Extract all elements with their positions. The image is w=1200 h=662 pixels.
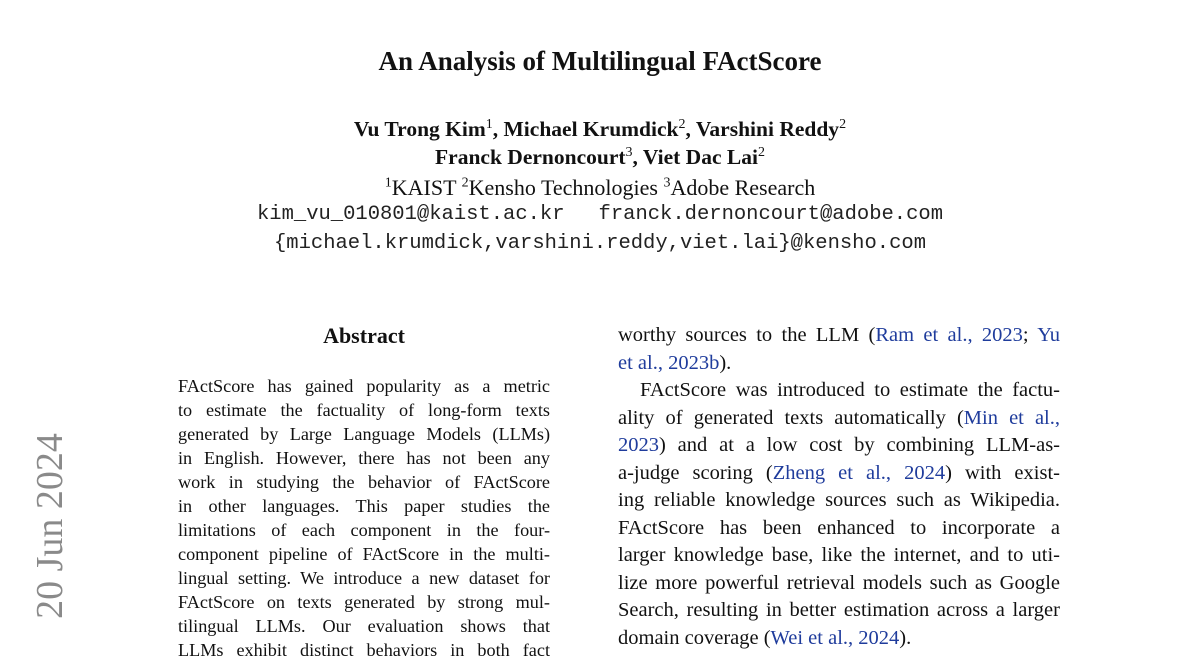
citation-link[interactable]: 2023 bbox=[618, 434, 659, 456]
email-adobe[interactable]: franck.dernoncourt@adobe.com bbox=[598, 203, 944, 226]
affiliation-mark: 2 bbox=[757, 145, 765, 160]
affiliation-number: 2 bbox=[461, 175, 469, 191]
abstract-line: generated by Large Language Models (LLMs) bbox=[178, 424, 550, 444]
author-name: Michael Krumdick bbox=[503, 117, 679, 142]
author-separator: , bbox=[632, 145, 643, 170]
affiliation-number: 3 bbox=[663, 175, 671, 191]
email-line-1 bbox=[0, 203, 1200, 226]
body-line bbox=[618, 625, 1060, 653]
citation-link[interactable]: Wei et al., 2024 bbox=[770, 626, 900, 649]
body-text: FActScore has been enhanced to incorporate a bbox=[618, 516, 1060, 539]
abstract-line: tilingual LLMs. Our evaluation shows that bbox=[178, 616, 550, 636]
abstract-line: in other languages. This paper studies the bbox=[178, 496, 550, 516]
abstract-line: LLMs exhibit distinct behaviors in both fact bbox=[178, 640, 550, 660]
body-line bbox=[618, 542, 1060, 570]
body-text: worthy sources to the LLM ( bbox=[618, 324, 876, 346]
body-line bbox=[618, 487, 1060, 515]
body-text: a-judge scoring ( bbox=[618, 461, 773, 484]
author-name: Varshini Reddy bbox=[695, 117, 840, 142]
citation-link[interactable]: Min et al., bbox=[963, 406, 1060, 429]
citation-link[interactable]: et al., 2023b bbox=[618, 351, 720, 374]
body-text: ). bbox=[899, 626, 912, 649]
body-line bbox=[618, 432, 1060, 460]
body-line bbox=[618, 515, 1060, 543]
arxiv-date-stamp: 20 Jun 2024 bbox=[29, 433, 71, 619]
body-line bbox=[618, 322, 1060, 350]
affiliation-mark: 2 bbox=[839, 117, 847, 132]
abstract-line: in English. However, there has not been any bbox=[178, 448, 550, 468]
author-name: Viet Dac Lai bbox=[642, 145, 758, 170]
abstract-line: work in studying the behavior of FActScore bbox=[178, 472, 550, 492]
body-text: ality of generated texts automatically ( bbox=[618, 406, 964, 429]
author-line-2 bbox=[0, 145, 1200, 170]
affiliation-mark: 3 bbox=[625, 145, 633, 160]
abstract-heading: Abstract bbox=[323, 323, 405, 348]
abstract-line: component pipeline of FActScore in the multi- bbox=[178, 544, 550, 564]
body-text: ) and at a low cost by combining LLM-as- bbox=[659, 434, 1060, 456]
body-line bbox=[618, 405, 1060, 433]
author-name: Franck Dernoncourt bbox=[435, 145, 626, 170]
body-text: ). bbox=[719, 351, 732, 374]
body-text: Search, resulting in better estimation across a larger bbox=[618, 599, 1060, 621]
body-text: ) with exist- bbox=[945, 461, 1060, 484]
author-line-1 bbox=[0, 117, 1200, 142]
author-separator: , bbox=[685, 117, 696, 142]
email-line-2[interactable]: {michael.krumdick,varshini.reddy,viet.lai}@kensho.com bbox=[273, 232, 926, 255]
email-kaist[interactable]: kim_vu_010801@kaist.ac.kr bbox=[256, 203, 565, 226]
citation-link[interactable]: Yu bbox=[1037, 324, 1060, 346]
affiliation-name: Kensho Technologies bbox=[468, 175, 664, 200]
abstract-line: lingual setting. We introduce a new dataset for bbox=[178, 568, 550, 588]
body-text: domain coverage ( bbox=[618, 626, 771, 649]
affiliation-number: 1 bbox=[384, 175, 392, 191]
body-text: FActScore was introduced to estimate the factu- bbox=[640, 379, 1060, 401]
affiliation-mark: 2 bbox=[678, 117, 686, 132]
body-text: ing reliable knowledge sources such as Wikipedia. bbox=[618, 489, 1060, 511]
citation-link[interactable]: Zheng et al., 2024 bbox=[772, 461, 946, 484]
body-line bbox=[618, 570, 1060, 598]
paper-title: An Analysis of Multilingual FActScore bbox=[378, 46, 822, 76]
body-text: lize more powerful retrieval models such as Google bbox=[618, 571, 1060, 594]
body-line bbox=[618, 350, 1060, 378]
body-text: ; bbox=[1022, 324, 1038, 346]
author-name: Vu Trong Kim bbox=[353, 117, 486, 142]
body-line bbox=[618, 597, 1060, 625]
body-line bbox=[618, 377, 1060, 405]
body-text: larger knowledge base, like the internet, and to uti- bbox=[618, 544, 1060, 566]
abstract-line: limitations of each component in the four- bbox=[178, 520, 550, 540]
affiliation-name: KAIST bbox=[391, 175, 462, 200]
author-separator: , bbox=[492, 117, 504, 142]
abstract-line: to estimate the factuality of long-form texts bbox=[178, 400, 550, 420]
citation-link[interactable]: Ram et al., 2023 bbox=[875, 324, 1023, 346]
body-line bbox=[618, 460, 1060, 488]
abstract-line: FActScore has gained popularity as a metric bbox=[178, 376, 550, 396]
affiliation-mark: 1 bbox=[485, 117, 493, 132]
affiliation-name: Adobe Research bbox=[670, 175, 816, 200]
affiliations bbox=[0, 175, 1200, 201]
abstract-line: FActScore on texts generated by strong mul- bbox=[178, 592, 550, 612]
